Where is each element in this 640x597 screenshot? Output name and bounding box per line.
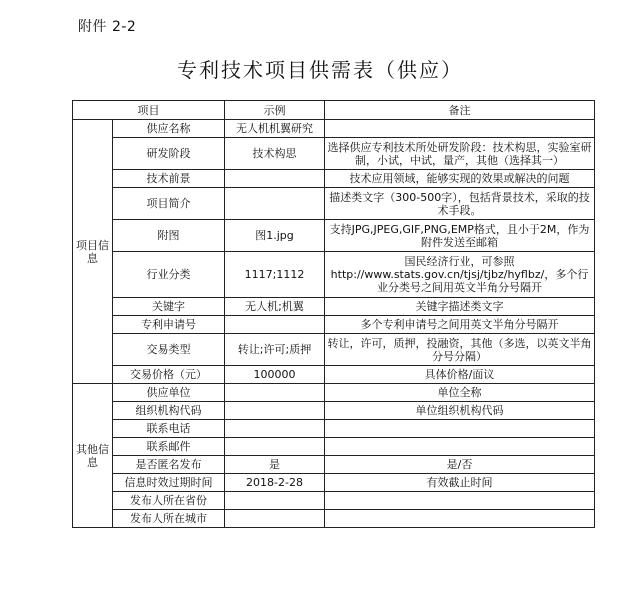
row-note — [325, 510, 595, 528]
row-label: 供应单位 — [113, 384, 225, 402]
row-note — [325, 492, 595, 510]
group-project-info: 项目信息 — [73, 120, 113, 384]
row-note: 国民经济行业，可参照http://www.stats.gov.cn/tjsj/tjbz/hyflbz/，多个行业分类号之间用英文半角分号隔开 — [325, 252, 595, 298]
row-note: 描述类文字（300-500字），包括背景技术，采取的技术手段。 — [325, 188, 595, 220]
header-item: 项目 — [73, 101, 225, 120]
group-other-info: 其他信息 — [73, 384, 113, 528]
row-example: 转让;许可;质押 — [225, 334, 325, 366]
table-row — [73, 402, 595, 420]
row-label: 附图 — [113, 220, 225, 252]
row-example — [225, 188, 325, 220]
row-label: 专利申请号 — [113, 316, 225, 334]
table-row — [73, 438, 595, 456]
row-note — [325, 120, 595, 138]
row-note: 单位组织机构代码 — [325, 402, 595, 420]
row-note: 转让，许可，质押，投融资，其他（多选，以英文半角分号分隔） — [325, 334, 595, 366]
row-example: 是 — [225, 456, 325, 474]
table-row — [73, 456, 595, 474]
table-row — [73, 298, 595, 316]
row-label: 联系邮件 — [113, 438, 225, 456]
row-example — [225, 420, 325, 438]
row-note: 支持JPG,JPEG,GIF,PNG,EMP格式，且小于2M，作为附件发送至邮箱 — [325, 220, 595, 252]
table-row — [73, 316, 595, 334]
row-label: 发布人所在城市 — [113, 510, 225, 528]
row-example: 无人机;机翼 — [225, 298, 325, 316]
row-example: 图1.jpg — [225, 220, 325, 252]
row-example: 1117;1112 — [225, 252, 325, 298]
row-note: 多个专利申请号之间用英文半角分号隔开 — [325, 316, 595, 334]
row-example — [225, 170, 325, 188]
row-label: 研发阶段 — [113, 138, 225, 170]
table-row — [73, 188, 595, 220]
row-example: 无人机机翼研究 — [225, 120, 325, 138]
row-label: 是否匿名发布 — [113, 456, 225, 474]
row-note: 有效截止时间 — [325, 474, 595, 492]
attachment-label: 附件 2-2 — [78, 19, 137, 35]
row-example — [225, 492, 325, 510]
row-example: 技术构思 — [225, 138, 325, 170]
header-remarks: 备注 — [325, 101, 595, 120]
row-example — [225, 316, 325, 334]
row-label: 供应名称 — [113, 120, 225, 138]
row-label: 交易类型 — [113, 334, 225, 366]
row-example: 2018-2-28 — [225, 474, 325, 492]
row-note: 是/否 — [325, 456, 595, 474]
row-label: 项目简介 — [113, 188, 225, 220]
table-row — [73, 170, 595, 188]
row-label: 技术前景 — [113, 170, 225, 188]
row-label: 联系电话 — [113, 420, 225, 438]
table-row — [73, 366, 595, 384]
table-row — [73, 510, 595, 528]
row-note — [325, 438, 595, 456]
row-label: 关键字 — [113, 298, 225, 316]
row-example — [225, 384, 325, 402]
row-label: 组织机构代码 — [113, 402, 225, 420]
row-note: 具体价格/面议 — [325, 366, 595, 384]
row-label: 行业分类 — [113, 252, 225, 298]
row-label: 信息时效过期时间 — [113, 474, 225, 492]
table-row — [73, 120, 595, 138]
table-row — [73, 420, 595, 438]
page-title: 专利技术项目供需表（供应） — [177, 58, 463, 82]
row-label: 发布人所在省份 — [113, 492, 225, 510]
row-example — [225, 438, 325, 456]
row-note: 关键字描述类文字 — [325, 298, 595, 316]
row-example: 100000 — [225, 366, 325, 384]
row-note — [325, 420, 595, 438]
row-note: 单位全称 — [325, 384, 595, 402]
row-example — [225, 402, 325, 420]
table-row — [73, 252, 595, 298]
table-row — [73, 474, 595, 492]
row-label: 交易价格（元） — [113, 366, 225, 384]
row-example — [225, 510, 325, 528]
table-row — [73, 492, 595, 510]
table-row — [73, 334, 595, 366]
table-row — [73, 138, 595, 170]
supply-form-table — [72, 100, 595, 528]
table-header-row — [73, 101, 595, 120]
row-note: 选择供应专利技术所处研发阶段：技术构思，实验室研制，小试，中试，量产，其他（选择其一） — [325, 138, 595, 170]
table-row — [73, 220, 595, 252]
table-row — [73, 384, 595, 402]
row-note: 技术应用领域，能够实现的效果或解决的问题 — [325, 170, 595, 188]
table-body — [73, 120, 595, 528]
header-example: 示例 — [225, 101, 325, 120]
